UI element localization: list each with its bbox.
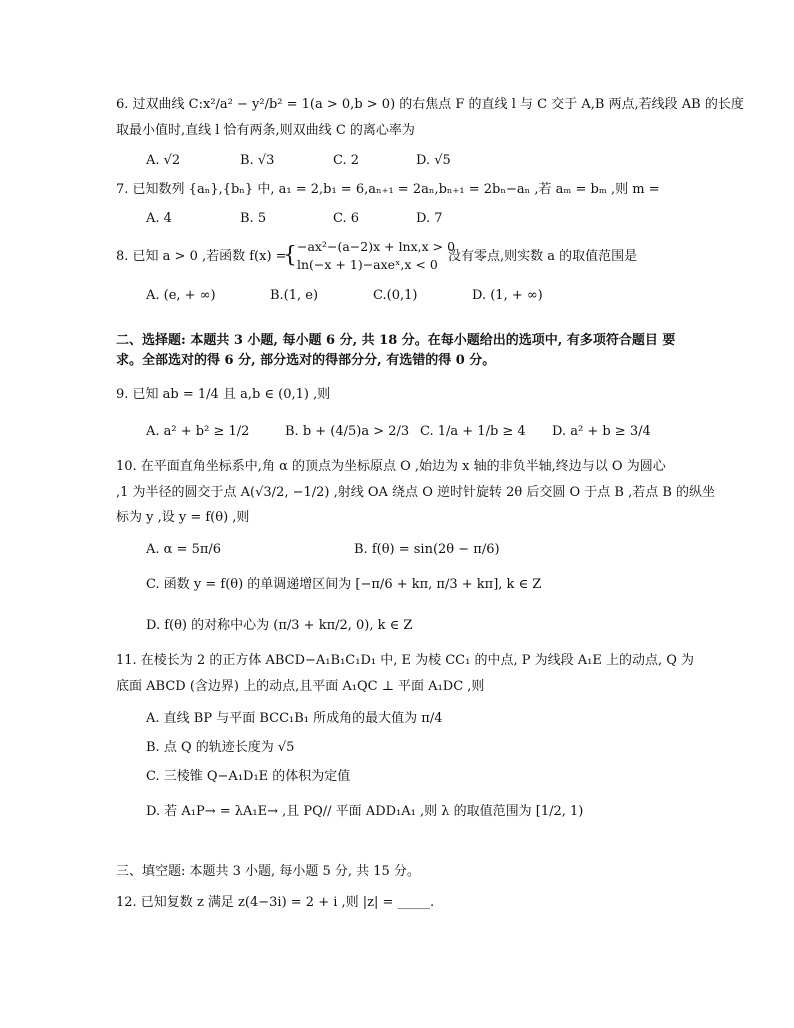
q11-option-d: D. 若 A₁P→ = λA₁E→ ,且 PQ// 平面 ADD₁A₁ ,则 λ 的取值范围为 [1/2, 1) <box>146 804 584 819</box>
q10-option-d: D. f(θ) 的对称中心为 (π/3 + kπ/2, 0), k ∈ Z <box>146 618 413 633</box>
q8-option-d: D. (1, + ∞) <box>472 288 543 303</box>
q11-stem-line2: 底面 ABCD (含边界) 上的动点,且平面 A₁QC ⊥ 平面 A₁DC ,则 <box>116 679 485 694</box>
q10-stem-line3: 标为 y ,设 y = f(θ) ,则 <box>116 510 250 525</box>
q10-option-a: A. α = 5π/6 <box>146 542 222 557</box>
q11-option-b: B. 点 Q 的轨迹长度为 √5 <box>146 740 295 755</box>
q8-suffix: 没有零点,则实数 a 的取值范围是 <box>448 249 638 264</box>
q7-option-d: D. 7 <box>416 211 443 226</box>
q6-option-c: C. 2 <box>333 153 360 168</box>
q8-prefix: 8. 已知 a > 0 ,若函数 f(x) = <box>116 249 287 264</box>
q10-stem-line1: 10. 在平面直角坐标系中,角 α 的顶点为坐标原点 O ,始边为 x 轴的非负半轴,终边与以 O 为圆心 <box>116 459 666 474</box>
q6-stem-line1: 6. 过双曲线 C:x²/a² − y²/b² = 1(a > 0,b > 0) 的右焦点 F 的直线 l 与 C 交于 A,B 两点,若线段 AB 的长度 <box>116 97 744 112</box>
section-2-header-line2: 求。全部选对的得 6 分, 部分选对的得部分分, 有选错的得 0 分。 <box>116 353 496 368</box>
q6-option-d: D. √5 <box>416 153 451 168</box>
q8-option-b: B.(1, e) <box>270 288 319 303</box>
q9-option-b: B. b + (4/5)a > 2/3 <box>285 424 410 439</box>
section-3-header: 三、填空题: 本题共 3 小题, 每小题 5 分, 共 15 分。 <box>116 864 420 879</box>
q10-option-c: C. 函数 y = f(θ) 的单调递增区间为 [−π/6 + kπ, π/3 + kπ], k ∈ Z <box>146 577 542 592</box>
q9-option-a: A. a² + b² ≥ 1/2 <box>146 424 250 439</box>
section-2-header-line1: 二、选择题: 本题共 3 小题, 每小题 6 分, 共 18 分。在每小题给出的选项中, 有多项符合题目 要 <box>116 333 676 348</box>
q7-stem: 7. 已知数列 {aₙ},{bₙ} 中, a₁ = 2,b₁ = 6,aₙ₊₁ = 2aₙ,bₙ₊₁ = 2bₙ−aₙ ,若 aₘ = bₘ ,则 m = <box>116 182 660 197</box>
q8-case-1: −ax²−(a−2)x + lnx,x > 0 <box>297 239 456 254</box>
q9-option-d: D. a² + b ≥ 3/4 <box>552 424 651 439</box>
q7-option-a: A. 4 <box>146 211 172 226</box>
q6-option-b: B. √3 <box>240 153 275 168</box>
q11-stem-line1: 11. 在棱长为 2 的正方体 ABCD−A₁B₁C₁D₁ 中, E 为棱 CC₁ 的中点, P 为线段 A₁E 上的动点, Q 为 <box>116 653 695 668</box>
q7-option-c: C. 6 <box>333 211 360 226</box>
q9-stem: 9. 已知 ab = 1/4 且 a,b ∈ (0,1) ,则 <box>116 387 331 402</box>
q8-option-c: C.(0,1) <box>373 288 418 303</box>
q12-stem: 12. 已知复数 z 满足 z(4−3i) = 2 + i ,则 |z| = _____. <box>116 895 435 910</box>
q7-option-b: B. 5 <box>240 211 267 226</box>
q8-option-a: A. (e, + ∞) <box>146 288 216 303</box>
q8-case-2: ln(−x + 1)−axeˣ,x < 0 <box>297 257 438 272</box>
q11-option-c: C. 三棱锥 Q−A₁D₁E 的体积为定值 <box>146 769 351 784</box>
q9-option-c: C. 1/a + 1/b ≥ 4 <box>420 424 526 439</box>
q8-brace: { <box>283 243 297 268</box>
q6-stem-line2: 取最小值时,直线 l 恰有两条,则双曲线 C 的离心率为 <box>116 123 415 138</box>
q6-option-a: A. √2 <box>146 153 181 168</box>
q11-option-a: A. 直线 BP 与平面 BCC₁B₁ 所成角的最大值为 π/4 <box>146 711 443 726</box>
q10-stem-line2: ,1 为半径的圆交于点 A(√3/2, −1/2) ,射线 OA 绕点 O 逆时针旋转 2θ 后交圆 O 于点 B ,若点 B 的纵坐 <box>116 485 716 500</box>
q10-option-b: B. f(θ) = sin(2θ − π/6) <box>354 542 500 557</box>
